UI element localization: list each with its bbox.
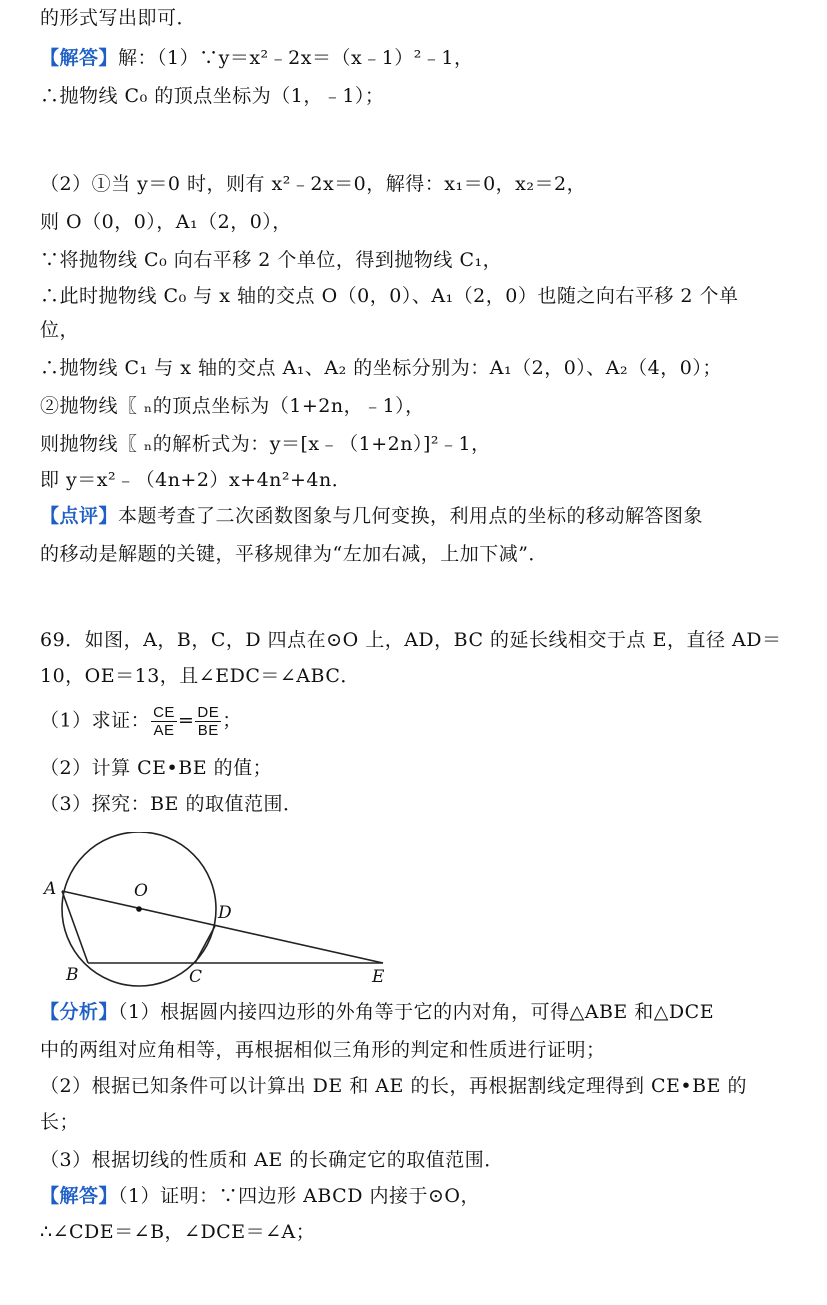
problem-69-line-2: 10，OE＝13，且∠EDC＝∠ABC． — [40, 665, 360, 687]
analysis-line-4: 长； — [40, 1111, 80, 1133]
analysis-tag: 【分析】 — [40, 1001, 119, 1023]
text-line-2: 【解答】解：（1）∵y＝x²﹣2x＝（x﹣1）²﹣1， — [40, 47, 474, 69]
text-line-14: 的移动是解题的关键，平移规律为“左加右减，上加下减”． — [40, 543, 548, 565]
label-o: O — [134, 881, 148, 901]
analysis-line-5: （3）根据切线的性质和 AE 的长确定它的取值范围． — [40, 1149, 504, 1171]
fraction-ce-ae: $\frac{CE}{AE}$ — [153, 704, 175, 739]
answer-tag: 【解答】 — [40, 47, 119, 69]
label-a: A — [44, 879, 57, 899]
text-line-11: 则抛物线〖 ₙ的解析式为：y＝[x﹣（1+2n）]²﹣1， — [40, 433, 491, 455]
analysis-line-2: 中的两组对应角相等，再根据相似三角形的判定和性质进行证明； — [40, 1039, 606, 1061]
line-cd — [195, 926, 215, 963]
answer-line-1: 【解答】（1）证明：∵四边形 ABCD 内接于⊙O， — [40, 1185, 480, 1207]
analysis-line-3: （2）根据已知条件可以计算出 DE 和 AE 的长，再根据割线定理得到 CE•BE 的 — [40, 1075, 747, 1097]
text-line-6: ∵将抛物线 C₀ 向右平移 2 个单位，得到抛物线 C₁， — [40, 249, 503, 271]
analysis-line-1: 【分析】（1）根据圆内接四边形的外角等于它的内对角，可得△ABE 和△DCE — [40, 1001, 715, 1023]
text-line-13: 【点评】本题考查了二次函数图象与几何变换，利用点的坐标的移动解答图象 — [40, 505, 704, 527]
text-line-1: 的形式写出即可． — [40, 7, 197, 29]
center-point-o — [136, 906, 142, 912]
text-line-12: 即 y＝x²﹣（4n+2）x+4n²+4n． — [40, 469, 352, 491]
answer-line-2: ∴∠CDE＝∠B，∠DCE＝∠A； — [40, 1221, 316, 1243]
comment-tag: 【点评】 — [40, 505, 119, 527]
text-line-7: ∴此时抛物线 C₀ 与 x 轴的交点 O（0，0）、A₁（2，0）也随之向右平移 2 个单 — [40, 285, 739, 307]
text-line-10: ②抛物线〖 ₙ的顶点坐标为（1+2n，﹣1）， — [40, 395, 425, 417]
text-line-3: ∴抛物线 C₀ 的顶点坐标为（1，﹣1）； — [40, 85, 385, 107]
text-line-4: （2）①当 y＝0 时，则有 x²﹣2x＝0，解得：x₁＝0，x₂＝2， — [40, 173, 587, 195]
text-line-9: ∴抛物线 C₁ 与 x 轴的交点 A₁、A₂ 的坐标分别为：A₁（2，0）、A₂（4，0）； — [40, 357, 722, 379]
problem-69-part-1: （1）求证： $\frac{CE}{AE}$ = $\frac{DE}{BE}$ ； — [40, 704, 242, 739]
answer-tag-2: 【解答】 — [40, 1185, 119, 1207]
geometry-figure — [38, 832, 398, 990]
problem-69-line-1: 69．如图，A，B，C，D 四点在⊙O 上，AD，BC 的延长线相交于点 E，直径 AD＝ — [40, 629, 782, 651]
label-c: C — [189, 967, 203, 987]
fraction-de-be: $\frac{DE}{BE}$ — [197, 704, 220, 739]
label-b: B — [66, 965, 79, 985]
problem-69-part-3: （3）探究：BE 的取值范围． — [40, 793, 303, 815]
line-ae — [62, 891, 383, 963]
label-d: D — [218, 903, 232, 923]
text-line-8: 位， — [40, 319, 80, 341]
problem-69-part-2: （2）计算 CE•BE 的值； — [40, 757, 273, 779]
label-e: E — [372, 967, 385, 987]
text-line-5: 则 O（0，0），A₁（2，0）， — [40, 211, 292, 233]
